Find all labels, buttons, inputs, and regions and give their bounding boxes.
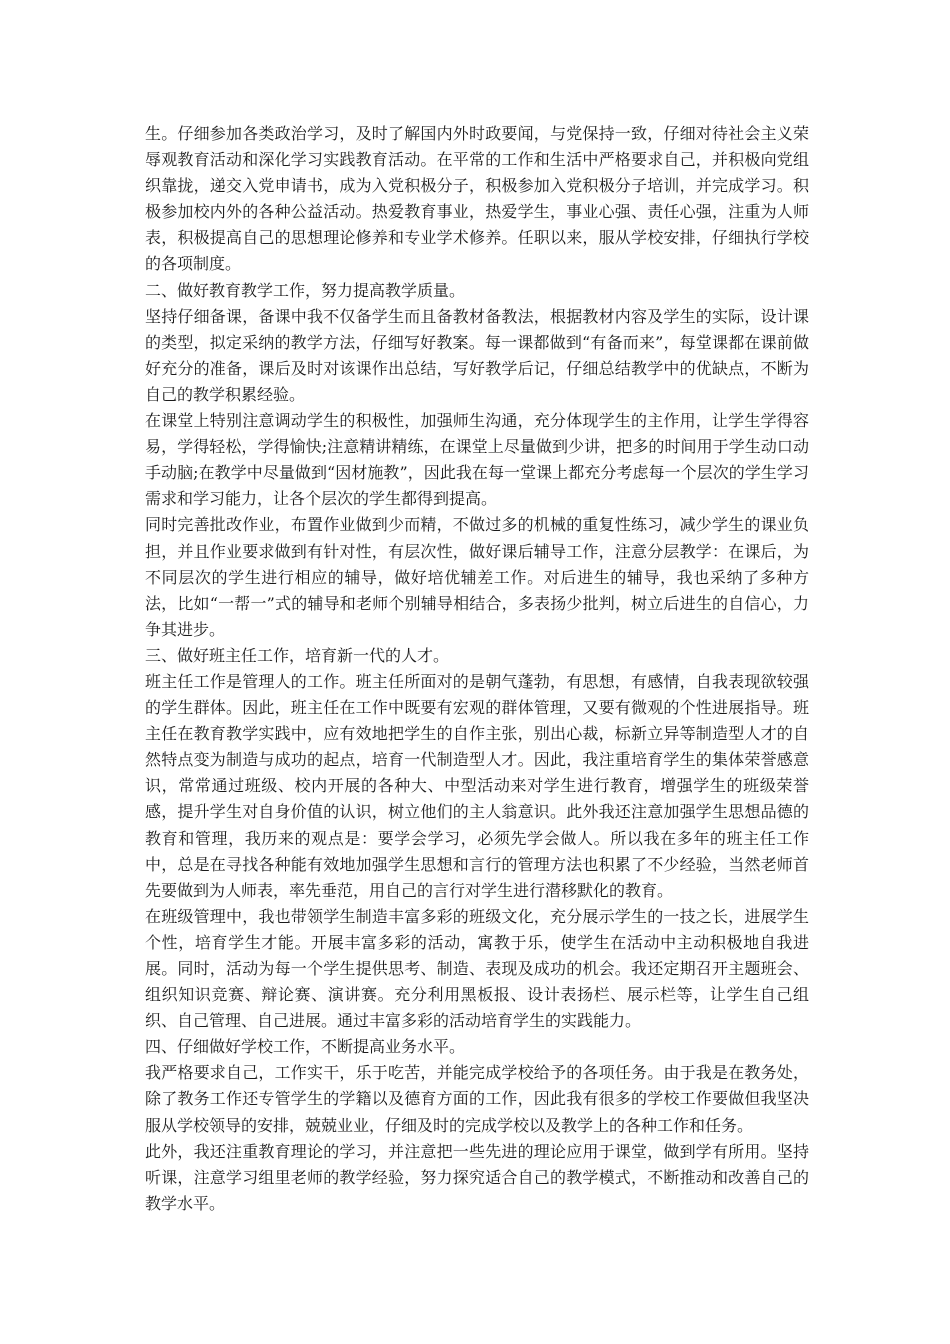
section-heading-teaching: 二、做好教育教学工作，努力提高教学质量。: [145, 280, 466, 300]
paragraph-school-tasks: 我严格要求自己，工作实干，乐于吃苦，并能完成学校给予的各项任务。由于我是在教务处，除了教务工作还专管学生的学籍以及德育方面的工作，因此我有很多的学校工作要做但我坚决服从学校领导的安排，兢兢业业，仔细及时的完成学校以及教学上的各种工作和任务。: [145, 1063, 809, 1135]
paragraph-class-teacher-work: 班主任工作是管理人的工作。班主任所面对的是朝气蓬勃，有思想，有感情，自我表现欲较强的学生群体。因此，班主任在工作中既要有宏观的群体管理，又要有微观的个性进展指导。班主任在教育教学实践中，应有效地把学生的自作主张，别出心裁，标新立异等制造型人才的自然特点变为制造与成功的起点，培育一代制造型人才。因此，我注重培育学生的集体荣誉感意识，常常通过班级、校内开展的各种大、中型活动来对学生进行教育，增强学生的班级荣誉感，提升学生对自身价值的认识，树立他们的主人翁意识。此外我还注意加强学生思想品德的教育和管理，我历来的观点是：要学会学习，必须先学会做人。所以我在多年的班主任工作中，总是在寻找各种能有效地加强学生思想和言行的管理方法也积累了不少经验，当然老师首先要做到为人师表，率先垂范，用自己的言行对学生进行潜移默化的教育。: [145, 671, 809, 900]
paragraph-political-study: 生。仔细参加各类政治学习，及时了解国内外时政要闻，与党保持一致，仔细对待社会主义荣辱观教育活动和深化学习实践教育活动。在平常的工作和生活中严格要求自己，并积极向党组织靠拢，递交入党申请书，成为入党积极分子，积极参加入党积极分子培训，并完成学习。积极参加校内外的各种公益活动。热爱教育事业，热爱学生，事业心强、责任心强，注重为人师表，积极提高自己的思想理论修养和专业学术修养。任职以来，服从学校安排，仔细执行学校的各项制度。: [145, 124, 809, 274]
paragraph-theory-study: 此外，我还注重教育理论的学习，并注意把一些先进的理论应用于课堂，做到学有所用。坚持听课，注意学习组里老师的教学经验，努力探究适合自己的教学模式，不断推动和改善自己的教学水平。: [145, 1141, 809, 1213]
section-heading-class-teacher: 三、做好班主任工作，培育新一代的人才。: [145, 645, 450, 665]
paragraph-lesson-preparation: 坚持仔细备课，备课中我不仅备学生而且备教材备教法，根据教材内容及学生的实际，设计课的类型，拟定采纳的教学方法，仔细写好教案。每一课都做到“有备而来”，每堂课都在课前做好充分的准备，课后及时对该课作出总结，写好教学后记，仔细总结教学中的优缺点，不断为自己的教学积累经验。: [145, 306, 809, 404]
section-heading-school-work: 四、仔细做好学校工作，不断提高业务水平。: [145, 1037, 466, 1057]
paragraph-homework: 同时完善批改作业，布置作业做到少而精，不做过多的机械的重复性练习，减少学生的课业负担，并且作业要求做到有针对性，有层次性，做好课后辅导工作，注意分层教学：在课后，为不同层次的学生进行相应的辅导，做好培优辅差工作。对后进生的辅导，我也采纳了多种方法，比如“一帮一”式的辅导和老师个别辅导相结合，多表扬少批判，树立后进生的自信心，力争其进步。: [145, 515, 809, 639]
paragraph-class-management: 在班级管理中，我也带领学生制造丰富多彩的班级文化，充分展示学生的一技之长，进展学生个性，培育学生才能。开展丰富多彩的活动，寓教于乐，使学生在活动中主动积极地自我进展。同时，活动为每一个学生提供思考、制造、表现及成功的机会。我还定期召开主题班会、组织知识竞赛、辩论赛、演讲赛。充分利用黑板报、设计表扬栏、展示栏等，让学生自己组织、自己管理、自己进展。通过丰富多彩的活动培育学生的实践能力。: [145, 906, 809, 1031]
paragraph-classroom: 在课堂上特别注意调动学生的积极性，加强师生沟通，充分体现学生的主作用，让学生学得容易，学得轻松，学得愉快;注意精讲精练，在课堂上尽量做到少讲，把多的时间用于学生动口动手动脑;在教学中尽量做到“因材施教”，因此我在每一堂课上都充分考虑每一个层次的学生学习需求和学习能力，让各个层次的学生都得到提高。: [145, 411, 809, 509]
document-body: [145, 121, 809, 1217]
